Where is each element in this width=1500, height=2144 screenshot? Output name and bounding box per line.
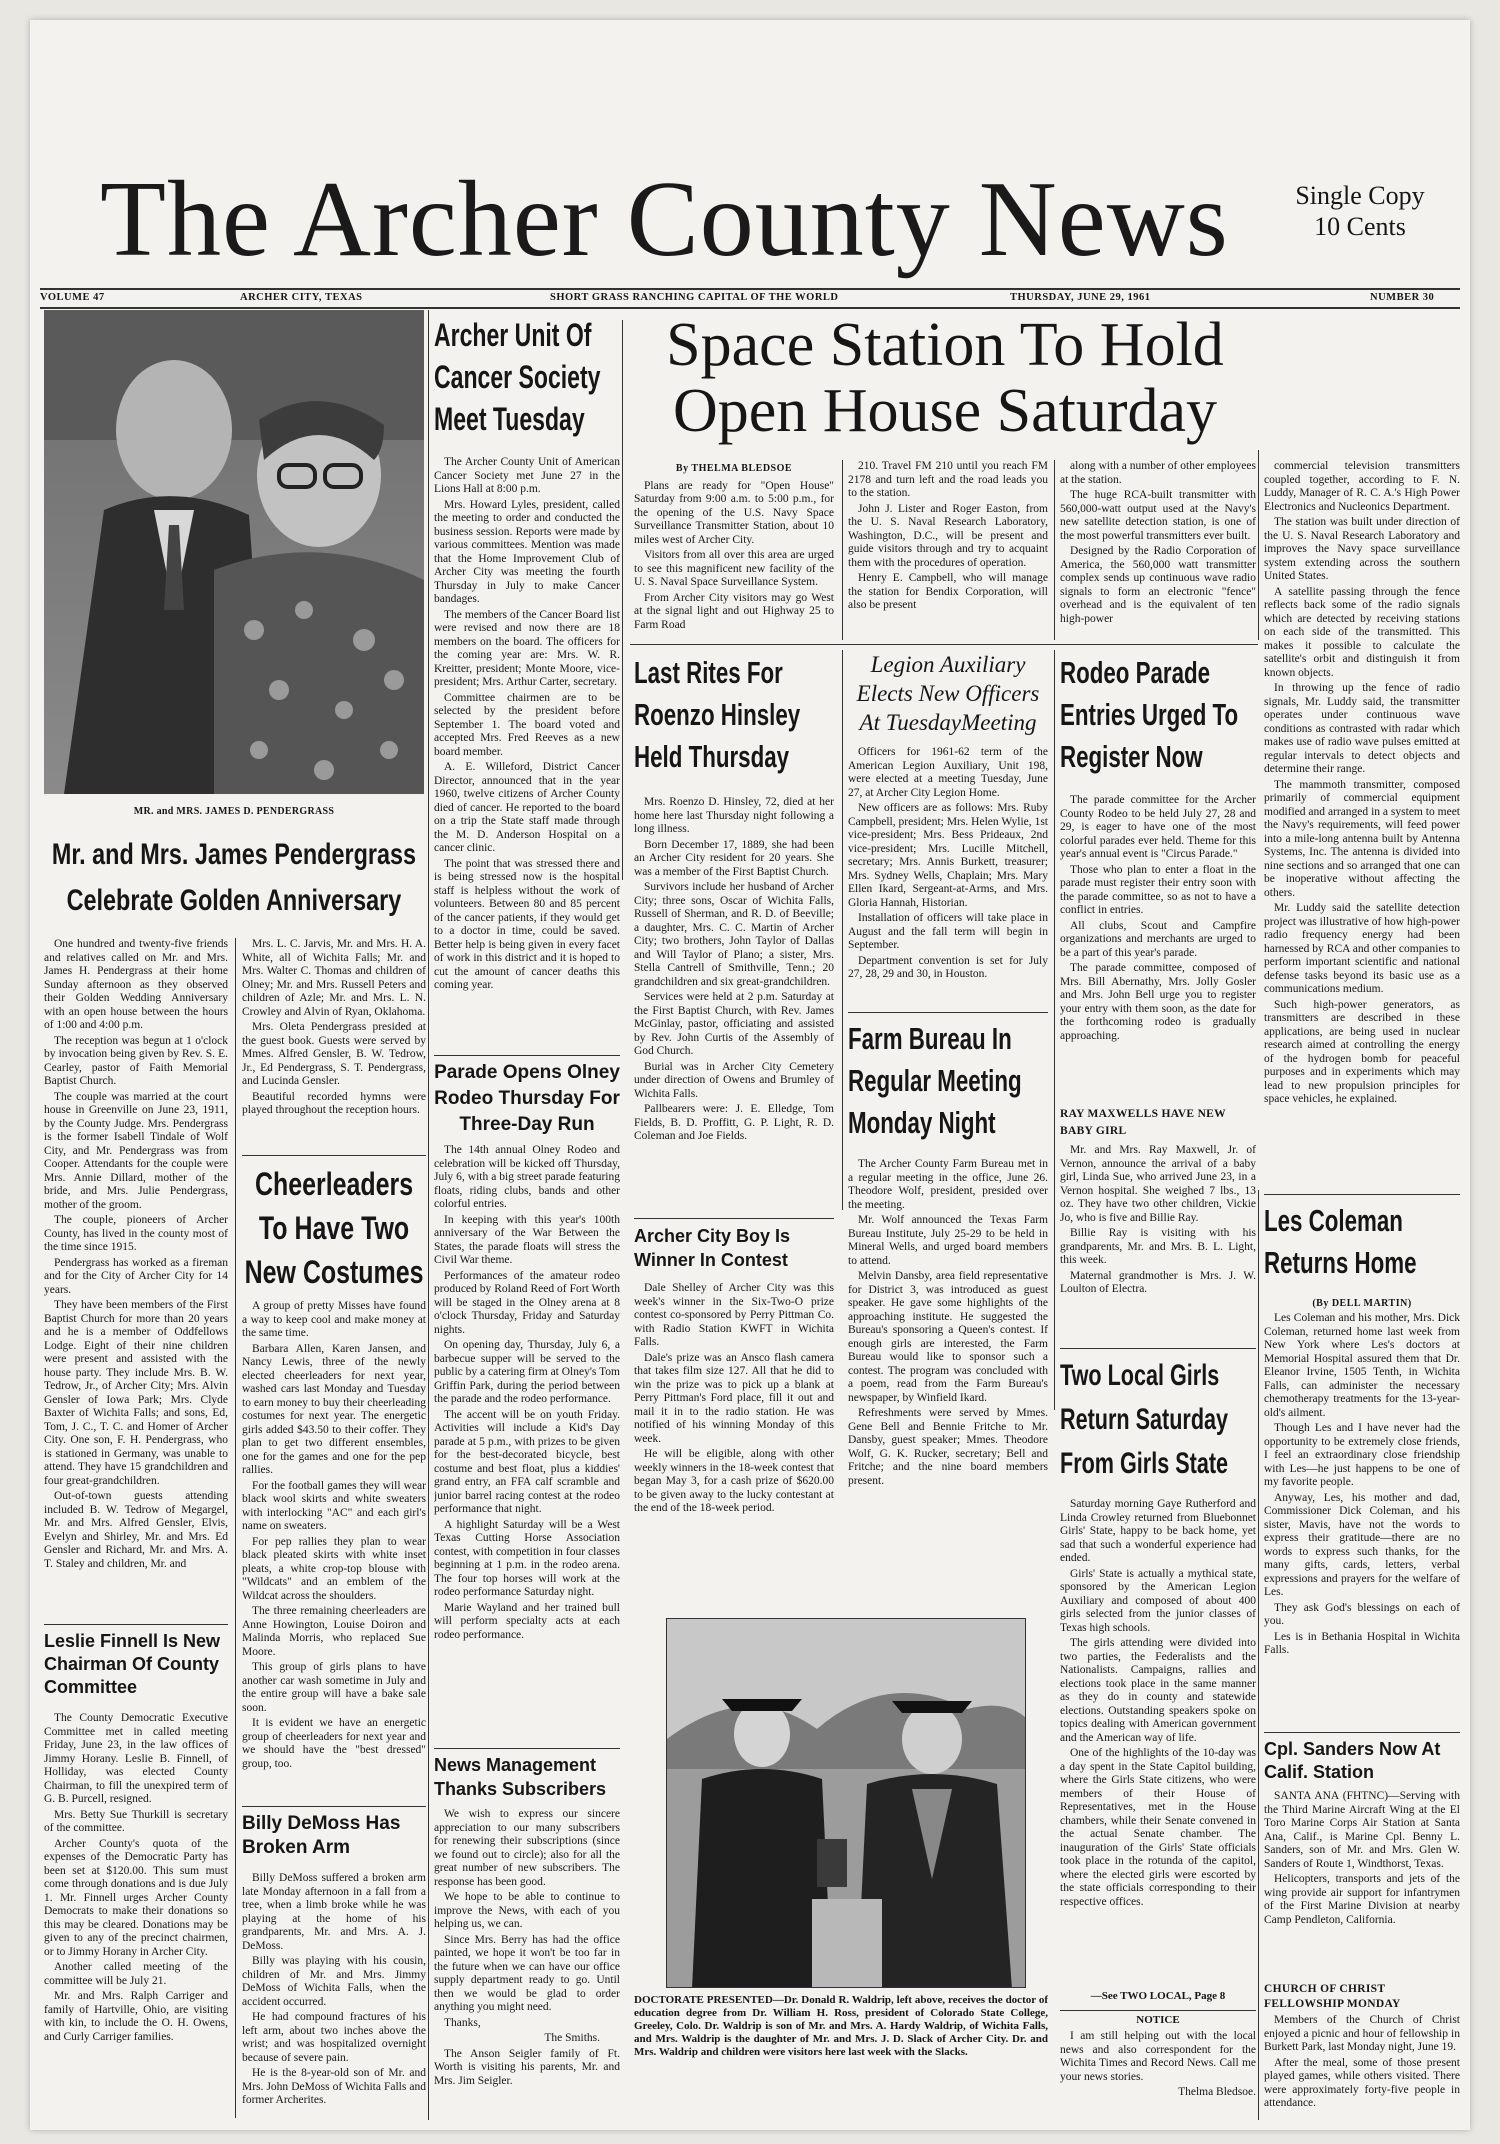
paragraph: Saturday morning Gaye Rutherford and Linda Crowley returned from Bluebonnet Girls' State, happy to be back home, yet sad that such a wonderful experience had ended. <box>1060 1498 1256 1564</box>
paragraph: Thanks, <box>444 2016 481 2029</box>
olney-body <box>434 1144 620 1744</box>
olney-headline <box>434 1060 620 1140</box>
paragraph: Mrs. L. C. Jarvis, Mr. and Mrs. H. A. White, all of Wichita Falls; Mr. and Mrs. Walter C. Thomas and children of Olney; Mr. and Mrs. Russell Peters and children of Azle; Mr. and Mrs. L. N. Crowley and Alvin of Ryan, Oklahoma. <box>242 938 426 1018</box>
photo-doctorate-caption: DOCTORATE PRESENTED—Dr. Donald R. Waldrip, left above, receives the doctor of education degree from Dr. William H. Ross, president of Colorado State College, Greeley, Colo. Dr. Waldrip is son of Mr. and Mrs. A. Hardy Waldrip, of Wichita Falls, and Mrs. Waldrip is the daughter of Mr. and Mrs. J. D. Slack of Archer City. Dr. and Mrs. Waldrip and children were visitors here last week with the Slacks. <box>634 1994 1048 2058</box>
newspaper-page <box>30 20 1470 2130</box>
paragraph: After the meal, some of those present played games, while others visited. There were approximately forty-five people in attendance. <box>1264 2056 1460 2109</box>
paragraph: Dale's prize was an Ansco flash camera that takes film size 127. All that he did to win the prize was to pick up a blank at Perry Pittman's Ford place, fill it out and mail it in to the radio station. He was notified of his winning Monday of this week. <box>634 1351 834 1445</box>
paragraph: Mrs. Howard Lyles, president, called the meeting to order and conducted the business session. Reports were made by various committees. Mention was made that the Home Improvement Club of Archer City was meeting the fourth Thursday in July to make Cancer bandages. <box>434 498 620 605</box>
paragraph: Though Les and I have never had the opportunity to be extremely close friends, I feel an extraordinary close friendship with Les—he just happens to be one of my favorite people. <box>1264 1422 1460 1488</box>
column-rule <box>1054 460 1055 640</box>
paragraph: Anyway, Les, his mother and dad, Commissioner Dick Coleman, and his sister, Mavis, have not the words to express their gratitude—there are no words to express such thanks, for the many gifts, cards, letters, verbal expressions and prayers for the welfare of Les. <box>1264 1491 1460 1598</box>
signoff: The Smiths. <box>544 2032 600 2044</box>
paragraph: A. E. Willeford, District Cancer Director, announced that in the year 1960, twelve citizens of Archer County died of cancer. He reported to the board on a trip the State staff made through the M. D. Anderson Hospital on a cancer clinic. <box>434 761 620 854</box>
paragraph: In keeping with this year's 100th anniversary of the War Between the States, the parade floats will stress the Civil War theme. <box>434 1213 620 1266</box>
section-rule <box>634 1218 834 1219</box>
paragraph: He is the 8-year-old son of Mr. and Mrs. John DeMoss of Wichita Falls and former Archerites. <box>242 2067 426 2106</box>
section-rule <box>44 1624 228 1625</box>
doctorate-photo-image <box>667 1619 1026 1988</box>
church-headline: CHURCH OF CHRIST FELLOWSHIP MONDAY <box>1264 1983 1401 2010</box>
legion-body <box>848 746 1048 1010</box>
space-headline-1: Space Station To Hold <box>666 312 1224 379</box>
paragraph: They ask God's blessings on each of you. <box>1264 1601 1460 1627</box>
notice-body <box>1060 2030 1256 2120</box>
space-col2 <box>848 460 1048 640</box>
paragraph: The County Democratic Executive Committee met in called meeting Friday, June 23, in the law offices of Jimmy Horany. Leslie B. Finnell, of Holliday, was elected County Chairman, to fill the unexpired term of G. B. Purcell, resigned. <box>44 1712 228 1805</box>
paragraph: Installation of officers will take place in August and the fall term will begin in September. <box>848 912 1048 951</box>
legion-headline-text: Legion Auxiliary Elects New Officers At TuesdayMeeting <box>856 652 1040 735</box>
issue-date: THURSDAY, JUNE 29, 1961 <box>1010 292 1151 303</box>
paragraph: The mammoth transmitter, composed primarily of commercial equipment modified and arranged in a system to meet the Navy's requirements, will feed power into a mile-long antenna built by Antenna Systems, Inc. The antenna is divided into nine sections and so arranged that one can be inoperative without affecting the others. <box>1264 778 1460 899</box>
paragraph: The reception was begun at 1 o'clock by invocation being given by Rev. S. E. Cearley, pastor of Faith Memorial Baptist Church. <box>44 1034 228 1087</box>
price-line2: 10 Cents <box>1314 212 1406 241</box>
masthead-title: The Archer County News <box>100 160 1229 279</box>
paragraph: One of the highlights of the 10-day was a day spent in the State Capitol building, where the Girls State citizens, who were members of their House of Representatives, met in the House chambers, while their Senate convened in the actual Senate chamber. The inauguration of the Girls' State officials took place in the rotunda of the capitol, where the elected girls were escorted by the state officials corresponding to their respective offices. <box>1060 1747 1256 1908</box>
maxwells-body <box>1060 1144 1256 1344</box>
column-rule <box>842 460 843 640</box>
section-rule <box>242 1155 426 1156</box>
rodeo-parade-headline-text: Rodeo Parade Entries Urged To Register Now <box>1060 655 1239 774</box>
pendergrass-body-col2 <box>242 938 426 1168</box>
paragraph: Committee chairmen are to be selected by the president before September 1. The board voted and accepted Mrs. Fred Reeves as a new board member. <box>434 691 620 758</box>
sanders-headline-text: Cpl. Sanders Now At Calif. Station <box>1264 1739 1441 1782</box>
paragraph: The parade committee for the Archer County Rodeo to be held July 27, 28 and 29, is eager to have one of the most colorful parades ever held. Theme for this year's annual event is "Circus Parade." <box>1060 794 1256 860</box>
paragraph: On opening day, Thursday, July 6, a barbecue supper will be served to the public by a catering firm at Olney's Tom Griffin Park, during the period between the parade and the rodeo performance. <box>434 1339 620 1405</box>
place: ARCHER CITY, TEXAS <box>240 292 363 303</box>
paragraph: We wish to express our sincere appreciation to our many subscribers for renewing their subscriptions (since we found out to circle); also for all the great number of new subscribers. The response has been good. <box>434 1808 620 1888</box>
paragraph: The three remaining cheerleaders are Anne Howington, Louise Doiron and Malinda Morris, who replaced Sue Moore. <box>242 1605 426 1658</box>
girls-state-headline <box>1060 1354 1256 1494</box>
paragraph: Plans are ready for "Open House" Saturday from 9:00 a.m. to 5:00 p.m., for the opening of the U.S. Navy Space Surveillance Transmitter Station, about 10 miles west of Archer City. <box>634 479 834 546</box>
paragraph: Henry E. Campbell, who will manage the station for Bendix Corporation, will also be present <box>848 572 1048 611</box>
paragraph: Marie Wayland and her trained bull will perform specialty acts at each rodeo performance. <box>434 1601 620 1641</box>
section-rule <box>1060 2010 1256 2011</box>
photo-doctorate <box>666 1618 1026 1988</box>
paragraph: Barbara Allen, Karen Jansen, and Nancy Lewis, three of the newly elected cheerleaders for next year, washed cars last Monday and Tuesday to earn money to buy their cheerleading costumes for next year. The energetic girls added $43.50 to their coffer. They plan to get two different ensembles, one for the games and one for the pep rallies. <box>242 1342 426 1476</box>
paragraph: 210. Travel FM 210 until you reach FM 2178 and turn left and the road leads you to the station. <box>848 460 1048 499</box>
shelley-headline <box>634 1224 834 1280</box>
paragraph: Melvin Dansby, area field representative for District 3, was introduced as guest speaker. He gave some highlights of the approaching institute. He suggested the Bureau's sponsoring a Queen's contest. If enough girls are interested, the Farm Bureau would like to sponsor such a contest. The program was concluded with a poem, read from the Farm Bureau's newspaper, by Winfield Ikard. <box>848 1270 1048 1404</box>
dateline <box>40 292 1460 308</box>
notice-title: NOTICE <box>1136 2014 1180 2026</box>
paragraph: From Archer City visitors may go West at the signal light and out Highway 25 to Farm Road <box>634 591 834 631</box>
newsmgmt-headline <box>434 1753 620 1805</box>
paragraph: Department convention is set for July 27, 28, 29 and 30, in Houston. <box>848 954 1048 980</box>
space-col4 <box>1264 460 1460 1190</box>
coleman-headline <box>1264 1200 1460 1296</box>
section-rule <box>1060 1348 1256 1349</box>
cheerleaders-headline-text: Cheerleaders To Have Two New Costumes <box>244 1166 424 1290</box>
price-box <box>1285 180 1435 242</box>
paragraph: Burial was in Archer City Cemetery under direction of Owens and Brumley of Wichita Falls. <box>634 1060 834 1100</box>
paragraph: All clubs, Scout and Campfire organizations and merchants are urged to be a part of this year's parade. <box>1060 919 1256 959</box>
paragraph: Helicopters, transports and jets of the wing provide air support for infantrymen of the First Marine Division at nearby Camp Pendleton, California. <box>1264 1873 1460 1926</box>
paragraph: Archer County's quota of the expenses of the Democratic Party has been set at $120.00. This sum must come through donations and is due July 1. Mr. Finnell urges Archer County Democrats to make their donations so this may be cleared. Donations may be given to any of the precinct chairmen, or to Jimmy Horany in Archer City. <box>44 1837 228 1958</box>
paragraph: For the football games they will wear black wool skirts and white sweaters with interlocking "AC" and each girl's name on sweaters. <box>242 1479 426 1532</box>
paragraph: Refreshments were served by Mmes. Gene Bell and Bennie Fritche to Mr. Dansby, guest speaker; Mmes. Theodore Wolf, G. K. Rucker, secretary; Bell and Fritche; and the nine board members present. <box>848 1407 1048 1487</box>
paragraph: Performances of the amateur rodeo produced by Roland Reed of Fort Worth will be staged in the Olney arena at 8 o'clock Thursday, Friday and Saturday nights. <box>434 1269 620 1336</box>
paragraph: Billie Ray is visiting with his grandparents, Mr. and Mrs. B. L. Light, this week. <box>1060 1227 1256 1266</box>
paragraph: Billy DeMoss suffered a broken arm late Monday afternoon in a fall from a tree, when a limb broke while he was playing at the home of his grandparents, Mr. and Mrs. A. J. DeMoss. <box>242 1872 426 1952</box>
couple-photo-image <box>44 310 424 794</box>
paragraph: For pep rallies they plan to wear black pleated skirts with white inset pleats, a white crop-top blouse with "Wildcats" and an emblem of the Wildcat across the shoulders. <box>242 1535 426 1602</box>
paragraph: I am still helping out with the local news and also correspondent for the Wichita Times and Record News. Call me your news stories. <box>1060 2030 1256 2083</box>
paragraph: Dale Shelley of Archer City was this week's winner in the Six-Two-O prize contest co-sponsored by Perry Pittman Co. with Radio Station KWFT in Wichita Falls. <box>634 1282 834 1348</box>
paragraph: Maternal grandmother is Mrs. J. W. Loulton of Electra. <box>1060 1269 1256 1295</box>
hinsley-headline-text: Last Rites For Roenzo Hinsley Held Thursday <box>634 655 801 774</box>
paragraph: This group of girls plans to have another car wash sometime in July and the entire group will have a bake sale soon. <box>242 1661 426 1714</box>
paragraph: commercial television transmitters coupled together, according to F. N. Luddy, Manager of R. C. A.'s High Power Electronics and Nucleonics Department. <box>1264 460 1460 513</box>
paragraph: The girls attending were divided into two parties, the Federalists and the Nationalists. Campaigns, rallies and elections took place in the same manner as they do in county and statewide elections. Outstanding speakers spoke on topics dealing with American government and the American way of life. <box>1060 1637 1256 1744</box>
paragraph: He will be eligible, along with other weekly winners in the 18-week contest that began May 3, for a cash prize of $620.00 to be given away to the lucky contestant at the end of the 18-week period. <box>634 1448 834 1514</box>
coleman-body <box>1264 1312 1460 1728</box>
section-rule <box>630 644 1258 645</box>
demoss-headline <box>242 1812 426 1868</box>
demoss-headline-text: Billy DeMoss Has Broken Arm <box>242 1813 401 1858</box>
finnell-headline <box>44 1630 228 1710</box>
paragraph: Pendergrass has worked as a fireman and for the City of Archer City for 14 years. <box>44 1256 228 1296</box>
paragraph: Mrs. Roenzo D. Hinsley, 72, died at her home here last Thursday night following a long illness. <box>634 796 834 835</box>
section-rule <box>1264 1732 1460 1733</box>
legion-headline <box>848 650 1048 742</box>
paragraph: The couple was married at the court house in Greenville on June 23, 1911, by the County Judge. Mrs. Pendergrass is the former Isabell Tindale of Wolf City, and Mr. Pendergrass was from Cooper. Attendants for the couple were Mrs. Annie Dillard, mother of the bride, and Mrs. Julie Pendergrass, mother of the groom. <box>44 1090 228 1211</box>
paragraph: The point that was stressed there and is being stressed now is the hospital staff is helpless without the work of volunteers. Between 80 and 85 percent of the cancer patients, if they would get to a doctor in time, could be saved. Better help is being given in every facet of work in this district and it is hoped to cut the amount of cancer deaths this coming year. <box>434 857 620 991</box>
sanders-headline <box>1264 1738 1460 1788</box>
paragraph: Girls' State is actually a mythical state, sponsored by the American Legion Auxiliary and composed of about 400 girls selected from the junior classes of Texas high schools. <box>1060 1567 1256 1634</box>
paragraph: SANTA ANA (FHTNC)—Serving with the Third Marine Aircraft Wing at the El Toro Marine Corps Air Station at Santa Ana, Calif., is Marine Cpl. Benny L. Sanders, son of Mr. and Mrs. Glen W. Sanders of Route 1, Windthorst, Texas. <box>1264 1790 1460 1870</box>
paragraph: Out-of-town guests attending included B. W. Tedrow of Megargel, Mr. and Mrs. Alfred Gensler, Elvis, Evelyn and Shirley, Mr. and Mrs. Ed Gensler and Richard, Mr. and Mrs. A. T. Staley and children, Mr. and <box>44 1490 228 1570</box>
paragraph: The 14th annual Olney Rodeo and celebration will be kicked off Thursday, July 6, with a big street parade featuring floats, riding clubs, bands and other colorful entries. <box>434 1144 620 1210</box>
paragraph: Since Mrs. Berry has had the office painted, we hope it won't be too far in the future when we can have our office supply department ready to go. Until then we would be glad to order anything you might need. <box>434 1933 620 2013</box>
paragraph: Members of the Church of Christ enjoyed a picnic and hour of fellowship in Burkett Park, last Monday night, June 19. <box>1264 2014 1460 2053</box>
rodeo-parade-headline <box>1060 652 1256 792</box>
paragraph: It is evident we have an energetic group of cheerleaders for next year and we should have the "best dressed" group, too. <box>242 1717 426 1770</box>
section-rule <box>848 1012 1048 1013</box>
olney-headline-text: Parade Opens Olney Rodeo Thursday For Three-Day Run <box>434 1062 620 1135</box>
space-headline-2: Open House Saturday <box>672 377 1218 445</box>
paragraph: The Archer County Farm Bureau met in a regular meeting in the office, June 26. Theodore Wolf, president, presided over the meeting. <box>848 1158 1048 1211</box>
paragraph: Visitors from all over this area are urged to see this magnificent new facility of the U. S. Naval Space Surveillance System. <box>634 549 834 588</box>
paragraph: The couple, pioneers of Archer County, has lived in the county most of the time since 1915. <box>44 1214 228 1253</box>
column-rule <box>235 938 236 2118</box>
hinsley-headline <box>634 652 834 792</box>
paragraph: A group of pretty Misses have found a way to keep cool and make money at the same time. <box>242 1300 426 1339</box>
space-headline <box>630 312 1260 452</box>
demoss-body <box>242 1872 426 2120</box>
paragraph: Survivors include her husband of Archer City; three sons, Oscar of Wichita Falls, Russell of Sherman, and R. D. of Beeville; a daughter, Mrs. C. C. Martin of Archer City; two brothers, John Taylor of Dallas and Will Taylor of Plano; a sister, Mrs. Stella Cantrell of Smithville, Tenn.; 20 grandchildren and six great-grandchildren. <box>634 881 834 988</box>
farm-bureau-headline-text: Farm Bureau In Regular Meeting Monday Night <box>848 1021 1022 1140</box>
paragraph: Pallbearers were: J. E. Elledge, Tom Fields, B. D. Proffitt, G. P. Light, R. D. Coleman and Joe Fields. <box>634 1103 834 1142</box>
girls-state-jump[interactable]: —See TWO LOCAL, Page 8 <box>1090 1990 1226 2002</box>
sanders-body <box>1264 1790 1460 1980</box>
pendergrass-body-col1 <box>44 938 228 1618</box>
paragraph: Born December 17, 1889, she had been an Archer City resident for 20 years. She was a member of the First Baptist Church. <box>634 838 834 878</box>
cancer-headline-text: Archer Unit Of Cancer Society Meet Tuesday <box>434 317 601 437</box>
paragraph: The Anson Seigler family of Ft. Worth is visiting his parents, Mr. and Mrs. Jim Seigler. <box>434 2047 620 2087</box>
price-line1: Single Copy <box>1295 181 1425 210</box>
paragraph: The parade committee, composed of Mrs. Bill Abernathy, Mrs. Jolly Gosler and Mrs. John Bell urge you to register your entry with them soon, as the date for the forthcoming rodeo is gradually approaching. <box>1060 962 1256 1042</box>
paragraph: The members of the Cancer Board list were revised and now there are 18 members on the board. The officers for the coming year are: Mrs. W. R. Kreitter, president; Monte Moore, vice-president; Mrs. Arthur Carter, secretary. <box>434 608 620 688</box>
finnell-body <box>44 1712 228 2120</box>
column-rule <box>842 650 843 1210</box>
photo-pendergrass <box>44 310 424 794</box>
paragraph: Such high-power generators, as transmitters are described in these applications, are being used in nuclear research aimed at controlling the energy of the hydrogen bomb for peaceful purposes and in experiments which may lead to new propulsion principles for space vehicles, he explained. <box>1264 998 1460 1105</box>
photo-pendergrass-caption: MR. and MRS. JAMES D. PENDERGRASS <box>133 806 335 817</box>
paragraph: We hope to be able to continue to improve the News, with each of you helping us, we can. <box>434 1891 620 1930</box>
rodeo-parade-body <box>1060 794 1256 1104</box>
paragraph: Beautiful recorded hymns were played throughout the reception hours. <box>242 1090 426 1116</box>
pendergrass-headline-1: Mr. and Mrs. James Pendergrass <box>51 838 417 871</box>
coleman-headline-text: Les Coleman Returns Home <box>1264 1203 1417 1280</box>
masthead-rule-bottom <box>40 307 1460 309</box>
finnell-headline-text: Leslie Finnell Is New Chairman Of County Committee <box>44 1631 221 1697</box>
section-rule <box>1264 1194 1460 1195</box>
paragraph: Mrs. Betty Sue Thurkill is secretary of the committee. <box>44 1808 228 1834</box>
paragraph: The accent will be on youth Friday. Activities will include a Kid's Day parade at 5 p.m., with prizes to be given for the best-decorated bicycle, best costume and best float, plus a kiddies' grand entry, an FFA calf scramble and junior barrel racing contest at the rodeo performance that night. <box>434 1408 620 1515</box>
paragraph: In throwing up the fence of radio signals, Mr. Luddy said, the transmitter operates under continuous wave conditions as contrasted with radar which makes use of radio wave pulses emitted at regular intervals to detect objects and determine their range. <box>1264 682 1460 775</box>
cheerleaders-headline <box>242 1162 426 1296</box>
paragraph: The station was built under direction of the U. S. Naval Research Laboratory and improves the Navy space surveillance system extending across the southern United States. <box>1264 516 1460 582</box>
maxwells-headline: RAY MAXWELLS HAVE NEW BABY GIRL <box>1060 1108 1226 1137</box>
cancer-body <box>434 456 620 1052</box>
paragraph: Designed by the Radio Corporation of America, the 560,000 watt transmitter complex sends up continuous wave radio signals to form an electronic "fence" overhead and is the equivalent of ten high-power <box>1060 545 1256 625</box>
column-rule <box>1054 650 1055 1410</box>
paragraph: Those who plan to enter a float in the parade must register their entry soon with the parade committee, so as not to have a conflict in entries. <box>1060 863 1256 916</box>
paragraph: A highlight Saturday will be a West Texas Cutting Horse Association contest, with competition in four classes beginning at 1 p.m. in the rodeo arena. The four top horses will work at the rodeo performance Saturday night. <box>434 1518 620 1598</box>
paragraph: Les Coleman and his mother, Mrs. Dick Coleman, returned home last week from New York where Les's doctors at Memorial Hospital assured them that Dr. Eleanor Irvine, 1505 Tenth, in Wichita Falls, can administer the necessary chemotherapy treatments for the 13-year-old's ailment. <box>1264 1312 1460 1419</box>
paragraph: He had compound fractures of his left arm, about two inches above the wrist; and was hospitalized overnight because of severe pain. <box>242 2011 426 2064</box>
paragraph: Mr. Luddy said the satellite detection project was illustrative of how high-power radio frequency energy had been harnessed by RCA and other companies to perform important scientific and national defense tasks beyond its basic use as a communications medium. <box>1264 902 1460 995</box>
space-col3 <box>1060 460 1256 640</box>
paragraph: John J. Lister and Roger Easton, from the U. S. Naval Research Laboratory, Washington, D.C., will be present and guide visitors through and try to acquaint them with the procedures of operation. <box>848 502 1048 569</box>
farm-bureau-body <box>848 1158 1048 1608</box>
farm-bureau-headline <box>848 1018 1048 1154</box>
church-body <box>1264 2014 1460 2120</box>
girls-state-headline-text: Two Local Girls Return Saturday From Girls State <box>1060 1359 1229 1480</box>
cancer-headline <box>434 314 620 454</box>
issue-number: NUMBER 30 <box>1370 292 1435 303</box>
pendergrass-headline-2: Celebrate Golden Anniversary <box>66 884 402 917</box>
paragraph: The huge RCA-built transmitter with 560,000-watt output used at the Navy's new satellite detection station, is one of the most powerful transmitters ever built. <box>1060 489 1256 542</box>
column-rule <box>1258 1190 1259 2120</box>
space-col1 <box>634 460 834 640</box>
section-rule <box>242 1806 426 1807</box>
paragraph: Mrs. Oleta Pendergrass presided at the guest book. Guests were served by Mmes. Alfred Gensler, B. W. Tedrow, Jr., Ed Pendergrass, S. T. Pendergrass, and Lucinda Gensler. <box>242 1021 426 1087</box>
paragraph: The Archer County Unit of American Cancer Society met June 27 in the Lions Hall at 8:00 p.m. <box>434 456 620 495</box>
paragraph: Officers for 1961-62 term of the American Legion Auxiliary, Unit 198, were elected at a meeting Tuesday, June 27, at Archer City Legion Home. <box>848 746 1048 799</box>
paragraph: Les is in Bethania Hospital in Wichita Falls. <box>1264 1630 1460 1656</box>
paragraph: A satellite passing through the fence reflects back some of the radio signals which are detected by receiving stations on each side of the transmitted. This makes it possible to calculate the satellite's orbit and distinguish it from known objects. <box>1264 585 1460 679</box>
cheerleaders-body <box>242 1300 426 1798</box>
girls-state-body <box>1060 1498 1256 1988</box>
section-rule <box>434 1055 620 1056</box>
column-rule <box>1258 450 1259 640</box>
pendergrass-headline-box <box>44 836 424 936</box>
paragraph: Mr. Wolf announced the Texas Farm Bureau Institute, July 25-29 to be held in Mineral Wells, and urged board members to attend. <box>848 1214 1048 1267</box>
motto: SHORT GRASS RANCHING CAPITAL OF THE WORLD <box>550 292 839 303</box>
shelley-body <box>634 1282 834 1608</box>
column-rule <box>428 310 429 2120</box>
section-rule <box>434 1748 620 1749</box>
coleman-byline: (By DELL MARTIN) <box>1312 1298 1412 1309</box>
newsmgmt-headline-text: News Management Thanks Subscribers <box>434 1755 607 1799</box>
paragraph: Another called meeting of the committee will be July 21. <box>44 1961 228 1987</box>
column-rule <box>622 320 623 880</box>
paragraph: Mr. and Mrs. Ralph Carriger and family of Hartville, Ohio, are visiting with kin, to include the O. H. Owens, and Curly Carriger families. <box>44 1990 228 2043</box>
paragraph: New officers are as follows: Mrs. Ruby Campbell, president; Mrs. Helen Wylie, 1st vice-president; Mrs. Bess Prideaux, 2nd vice-president; Mrs. Lucille Mitchell, secretary; Mrs. Annis Burkett, treasurer; Mrs. Sydney Wells, Chaplain; Mrs. Mary Ellen Ikard, Sergeant-at-Arms, and Mrs. Gloria Hannah, Historian. <box>848 802 1048 909</box>
paragraph: One hundred and twenty-five friends and relatives called on Mr. and Mrs. James H. Pendergrass at their home Sunday afternoon as they observed their Golden Wedding Anniversary with an open house between the hours of 1:00 and 4:00 p.m. <box>44 938 228 1031</box>
space-byline: By THELMA BLEDSOE <box>675 463 793 474</box>
hinsley-body <box>634 796 834 1216</box>
paragraph: Mr. and Mrs. Ray Maxwell, Jr. of Vernon, announce the arrival of a baby girl, Linda Sue, who arrived June 23, in a Vernon hospital. She weighed 7 lbs., 13 oz. They have two other children, Vickie Jo, who is five and Billie Ray. <box>1060 1144 1256 1224</box>
newsmgmt-body <box>434 1808 620 2120</box>
volume: VOLUME 47 <box>40 292 105 303</box>
shelley-headline-text: Archer City Boy Is Winner In Contest <box>634 1226 791 1270</box>
paragraph: along with a number of other employees at the station. <box>1060 460 1256 486</box>
masthead-rule-top <box>40 288 1460 290</box>
paragraph: Billy was playing with his cousin, children of Mr. and Mrs. Jimmy DeMoss of Wichita Falls, when the accident occurred. <box>242 1955 426 2008</box>
paragraph: Services were held at 2 p.m. Saturday at the First Baptist Church, with Rev. James McGinlay, pastor, officiating and assisted by Rev. John Curtis of the Assembly of God Church. <box>634 991 834 1057</box>
paragraph: They have been members of the First Baptist Church for more than 20 years and he is a member of Oddfellows Lodge. Eight of their nine children were present and assisted with the house party. They include Mrs. B. W. Tedrow, Jr., of Archer City; Mrs. Alvin Gensler of Iowa Park; Mrs. Clyde Baxter of Wichita Falls; and sons, Ed, Tom, J. C., T. C. and Homer of Archer City. One son, F. H. Pendergrass, who is stationed in Germany, was unable to attend. They have 15 grandchildren and four great-grandchildren. <box>44 1299 228 1487</box>
notice-sign: Thelma Bledsoe. <box>1178 2086 1256 2098</box>
